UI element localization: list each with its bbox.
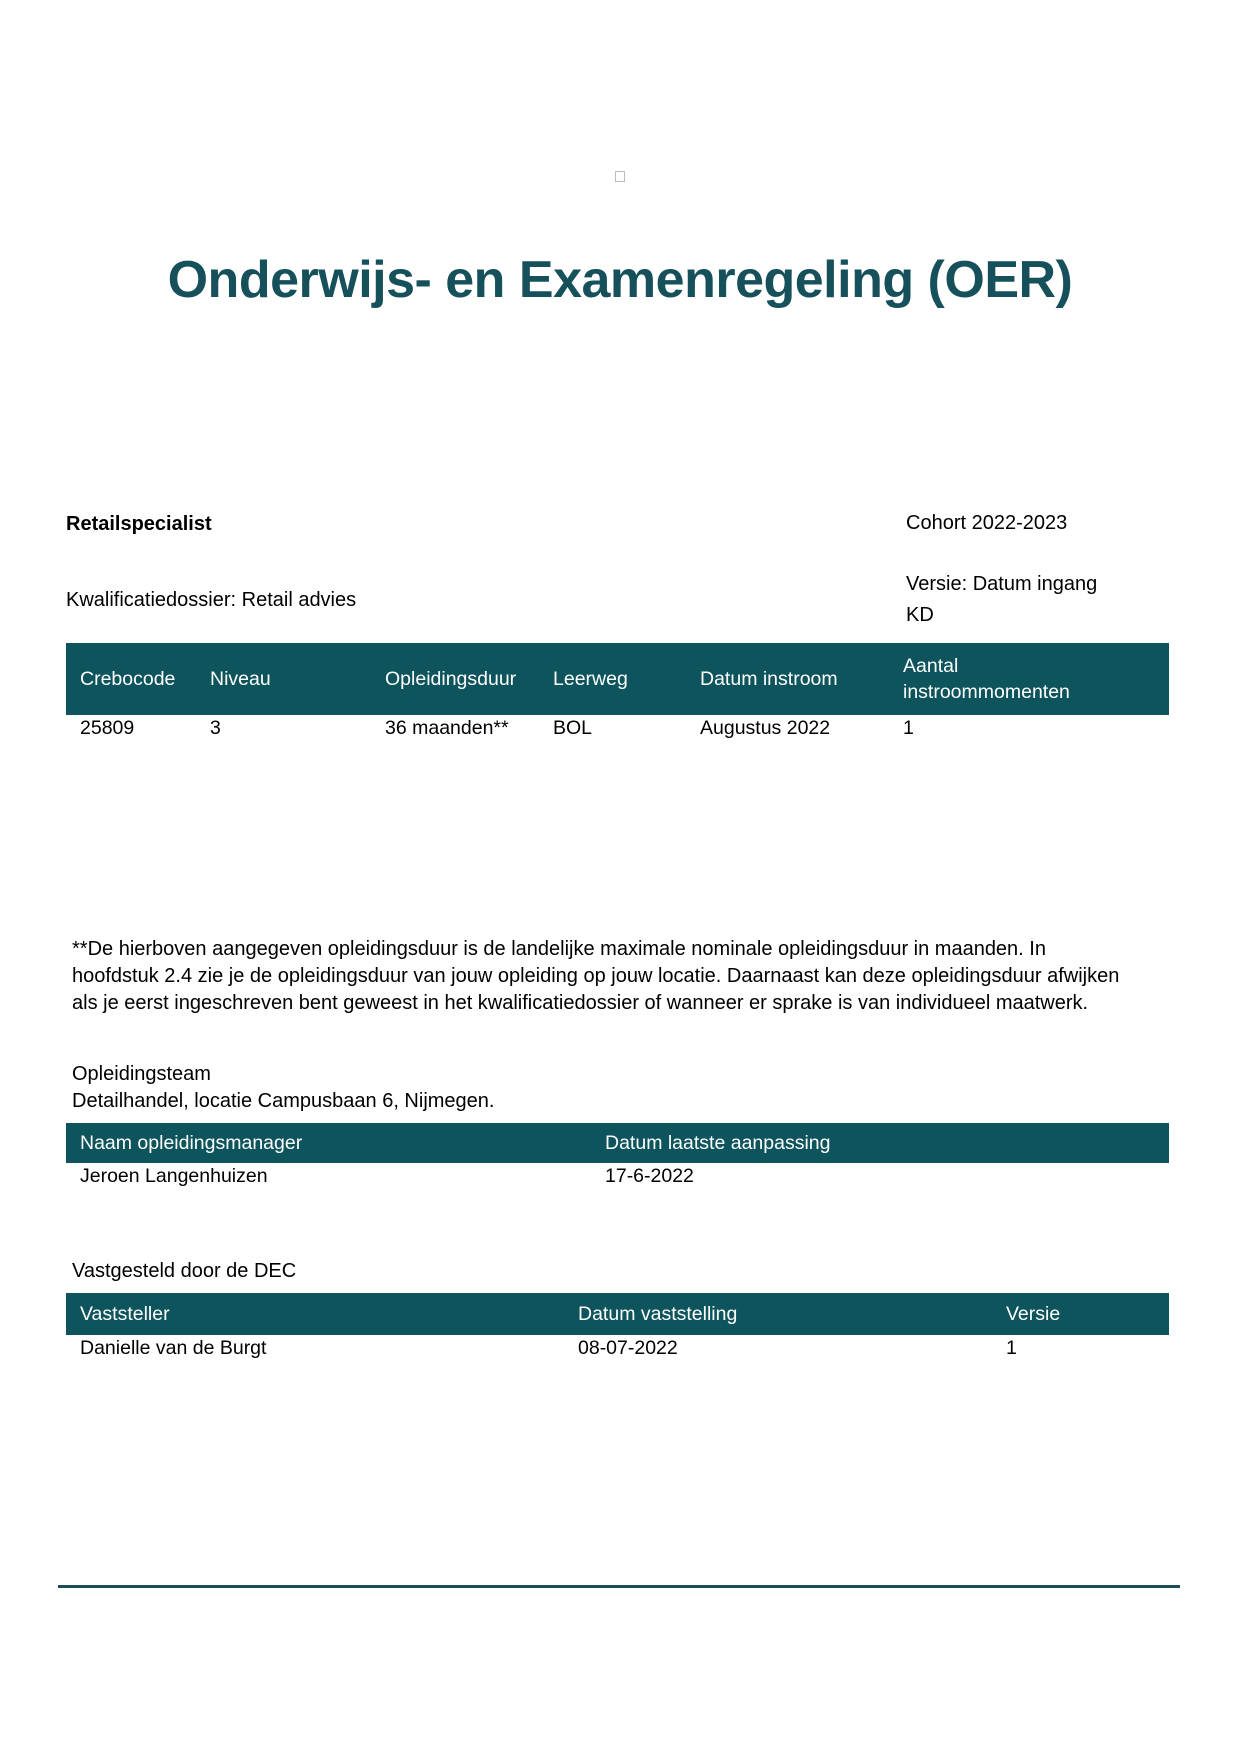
cell-datum-instroom: Augustus 2022 [700,717,831,739]
opleidingsteam-block [72,1061,494,1115]
column-header-vaststeller: Vaststeller [66,1293,564,1335]
opleidingsduur-footnote: **De hierboven aangegeven opleidingsduur is de landelijke maximale nominale opleidingsduur in maanden. In hoofdstuk 2.4 zie je de opleidingsduur van jouw opleiding op jouw locatie. Daarnaast kan deze opleidingsduur afwijken als je eerst ingeschreven bent geweest in het kwalificatiedossier of wanneer er sprake is van individueel maatwerk. [72,938,1120,1014]
program-table [66,643,1169,741]
column-header-leerweg [539,643,686,715]
column-header-label: Opleidingsduur [385,668,517,690]
vaststelling-table-header-row [66,1293,1169,1335]
cell-datum-vaststelling: 08-07-2022 [578,1337,678,1359]
cell-opleidingsduur: 36 maanden** [385,717,509,739]
program-info-row-1 [66,508,1169,539]
column-header-datum-instroom [686,643,889,715]
broken-image-placeholder-icon [615,171,625,182]
cell-leerweg: BOL [553,717,593,739]
vastgesteld-door-dec-label: Vastgesteld door de DEC [72,1260,297,1282]
column-header-opleidingsduur [371,643,539,715]
column-header-versie: Versie [992,1293,1169,1335]
program-table-row [66,715,1169,741]
cell-opleidingsmanager-naam: Jeroen Langenhuizen [80,1165,268,1187]
opleidingsteam-label: Opleidingsteam [72,1063,211,1085]
column-header-label: Datum instroom [700,668,838,690]
manager-table-header-row [66,1123,1169,1163]
cell-crebocode: 25809 [80,717,135,739]
column-header-datum-vaststelling: Datum vaststelling [564,1293,992,1335]
versie-text: Versie: Datum ingang KD [906,573,1098,626]
column-header-crebocode [66,643,196,715]
program-info-row-2 [66,569,1169,631]
column-header-label: Aantal instroommomenten [903,655,1070,703]
kwalificatiedossier-label: Kwalificatiedossier: Retail advies [66,589,357,611]
vaststelling-table-row [66,1335,1169,1361]
cell-vaststeller: Danielle van de Burgt [80,1337,267,1359]
column-header-niveau [196,643,371,715]
manager-table-row [66,1163,1169,1189]
opleidingsteam-detail: Detailhandel, locatie Campusbaan 6, Nijmegen. [72,1090,495,1112]
cell-versie: 1 [1006,1337,1017,1359]
program-info [66,508,1169,631]
program-name: Retailspecialist [66,512,212,535]
cell-aantal-instroommomenten: 1 [903,717,914,739]
program-table-header-row [66,643,1169,715]
column-header-naam-opleidingsmanager: Naam opleidingsmanager [66,1123,591,1163]
cell-datum-laatste-aanpassing: 17-6-2022 [605,1165,694,1187]
column-header-aantal-instroommomenten [889,643,1169,715]
column-header-label: Crebocode [80,668,176,690]
page-title: Onderwijs- en Examenregeling (OER) [167,251,1073,309]
column-header-datum-laatste-aanpassing: Datum laatste aanpassing [591,1123,1169,1163]
cohort-label: Cohort 2022-2023 [906,512,1068,534]
vaststelling-table [66,1293,1169,1361]
column-header-label: Niveau [210,668,271,690]
cell-niveau: 3 [210,717,221,739]
opleidingsmanager-table [66,1123,1169,1189]
column-header-label: Leerweg [553,668,628,690]
versie-label [906,569,1169,631]
footer-divider [58,1585,1180,1588]
